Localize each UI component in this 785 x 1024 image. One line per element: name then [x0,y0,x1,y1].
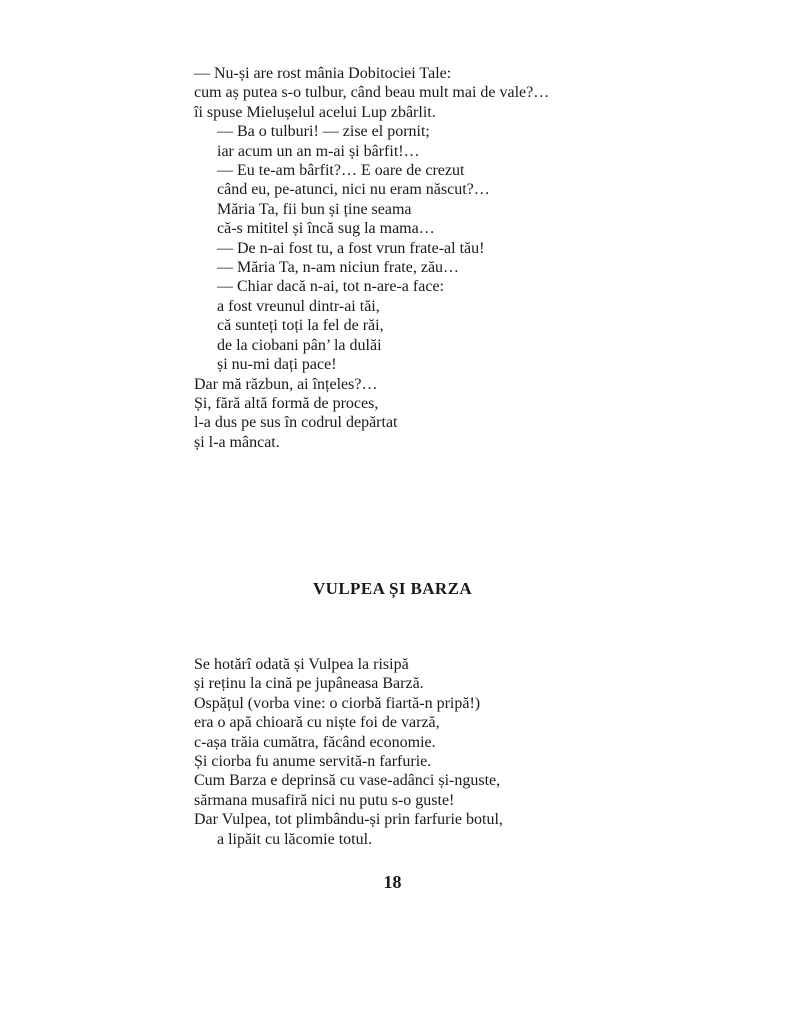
verse-line: l-a dus pe sus în codrul depărtat [194,414,398,432]
verse-line: îi spuse Mielușelul acelui Lup zbârlit. [194,103,436,121]
verse-line: — De n-ai fost tu, a fost vrun frate-al tău! [217,239,485,257]
verse-line: era o apă chioară cu niște foi de varză, [194,714,440,732]
page-number: 18 [383,872,402,892]
verse-line: că sunteți toți la fel de răi, [217,317,384,335]
verse-line: Dar mă răzbun, ai înțeles?… [194,375,378,393]
verse-line: și reținu la cină pe jupâneasa Barză. [194,675,424,693]
verse-line: Se hotărî odată și Vulpea la risipă [194,656,409,673]
verse-line: — Eu te-am bârfit?… E oare de crezut [217,162,465,180]
verse-line: că-s mititel și încă sug la mama… [217,220,435,238]
verse-line: Cum Barza e deprinsă cu vase-adânci și-nguste, [194,772,501,790]
verse-line: — Nu-și are rost mânia Dobitociei Tale: [194,65,452,82]
verse-line: cum aș putea s-o tulbur, când beau mult mai de vale?… [194,84,550,102]
poem-fox-stork [194,655,503,849]
verse-line: când eu, pe-atunci, nici nu eram născut?… [217,181,490,199]
verse-line: Ospățul (vorba vine: o ciorbă fiartă-n pripă!) [194,694,481,712]
verse-line: a lipăit cu lăcomie totul. [217,830,373,848]
verse-line: c-așa trăia cumătra, făcând economie. [194,733,436,751]
verse-line: a fost vreunul dintr-ai tăi, [217,297,380,315]
verse-line: de la ciobani pân’ la dulăi [217,336,382,354]
poem-fragment-wolf-lamb [194,64,549,452]
verse-line: Dar Vulpea, tot plimbându-și prin farfurie botul, [194,811,503,829]
verse-line: Măria Ta, fii bun și ține seama [217,200,412,218]
verse-line: Și, fără altă formă de proces, [194,394,379,412]
verse-line: și l-a mâncat. [194,433,280,451]
verse-line: — Ba o tulburi! — zise el pornit; [217,123,430,141]
verse-line: — Măria Ta, n-am niciun frate, zău… [217,259,460,277]
verse-line: Și ciorba fu anume servită-n farfurie. [194,753,432,771]
verse-line: sărmana musafiră nici nu putu s-o guste! [194,791,455,809]
verse-line: iar acum un an m-ai și bârfit!… [217,142,420,160]
verse-line: și nu-mi dați pace! [217,356,337,374]
verse-line: — Chiar dacă n-ai, tot n-are-a face: [217,278,444,296]
section-title: VULPEA ȘI BARZA [312,579,473,598]
